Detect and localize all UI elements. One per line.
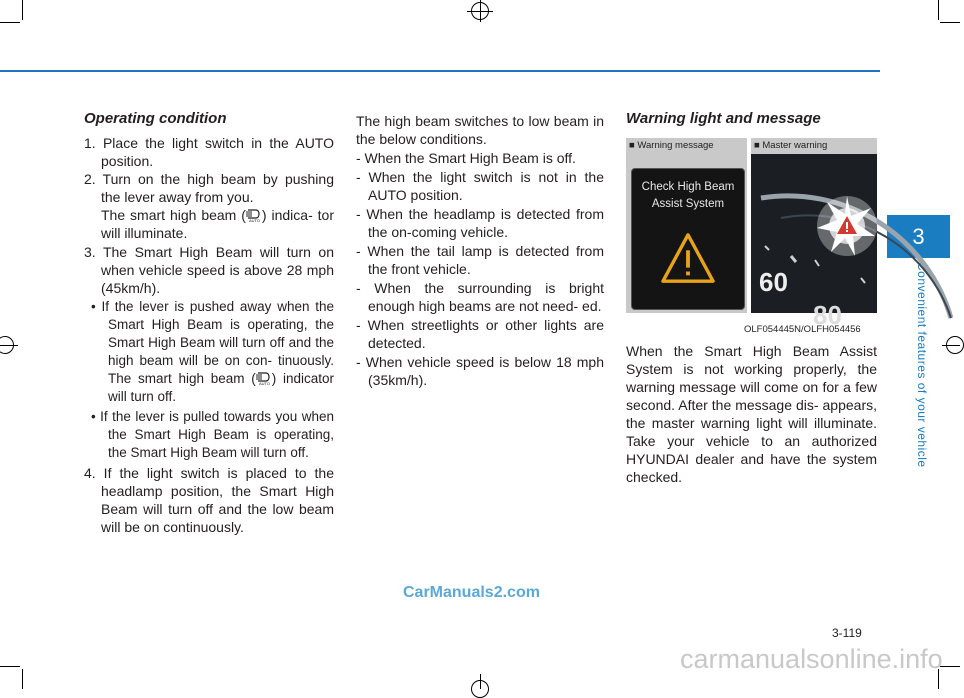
crop-mark [22, 669, 23, 689]
display-line-1: Check High Beam [641, 181, 735, 193]
step-2: 2. Turn on the high beam by pushing the lever away from you. [84, 171, 334, 205]
crop-mark [938, 0, 939, 20]
warning-figure [626, 138, 877, 335]
gauge-number-60: 60 [759, 267, 788, 297]
smart-high-beam-icon [246, 208, 262, 222]
step-2-note [84, 206, 334, 242]
column-operating-condition [84, 108, 334, 536]
condition-item: - When vehicle speed is below 18 mph (35km/h). [356, 354, 604, 388]
condition-item: - When the headlamp is detected from the on-coming vehicle. [356, 206, 604, 240]
bullet-lever-pulled: • If the lever is pulled towards you when the Smart High Beam is operating, the Smart High Beam will turn off. [91, 409, 334, 460]
crop-mark [940, 22, 960, 23]
header-rule [0, 70, 880, 72]
cluster-display [631, 168, 745, 310]
svg-text:AUTO: AUTO [248, 218, 260, 223]
crop-mark [940, 666, 960, 667]
section-heading: Warning light and message [626, 110, 821, 127]
crop-mark [0, 22, 20, 23]
condition-item: - When streetlights or other lights are detected. [356, 317, 604, 351]
registration-cross [467, 11, 493, 12]
bullet-lever-pushed [84, 298, 334, 406]
watermark-link[interactable]: CarManuals2.com [403, 584, 540, 601]
chapter-title: Convenient features of your vehicle [915, 262, 929, 468]
crop-mark [0, 666, 20, 667]
smart-high-beam-icon [256, 371, 272, 385]
registration-cross [942, 345, 960, 346]
registration-cross [0, 345, 18, 346]
watermark-site: carmanualsonline.info [680, 644, 943, 674]
chapter-number: 3 [912, 224, 925, 249]
intro-text: The high beam switches to low beam in the below conditions. [356, 113, 604, 147]
figure-caption: OLF054445N/OLFH054456 [744, 324, 861, 335]
svg-text:AUTO: AUTO [258, 381, 270, 386]
condition-item: - When the tail lamp is detected from the front vehicle. [356, 243, 604, 277]
master-warning-label: ■ Master warning [754, 140, 828, 151]
crop-mark [22, 0, 23, 20]
step-3: 3. The Smart High Beam will turn on when vehicle speed is above 28 mph (45km/h). [84, 244, 334, 296]
warning-description: When the Smart High Beam Assist System is not working properly, the warning message will come on for a few second. After the message dis- appears, the master warning light will illuminate. Take your vehicle to an authorized HYUNDAI dealer and have the system checked. [626, 343, 877, 485]
warning-message-panel [626, 138, 747, 313]
display-message [632, 179, 744, 213]
section-heading: Operating condition [84, 110, 227, 127]
step-4: 4. If the light switch is placed to the headlamp position, the Smart High Beam will turn off and the low beam will be on continuously. [84, 465, 334, 535]
column-warning-light [626, 108, 877, 134]
column-low-beam-conditions [356, 108, 604, 390]
display-line-2: Assist System [651, 198, 725, 210]
note-text-start: The smart high beam ( [101, 207, 246, 223]
warning-body-text [626, 342, 877, 487]
registration-cross [480, 674, 481, 689]
bullet-1-text-start: • If the lever is pushed away when the Smart High Beam is operating, the Smart High Beam will turn off and the high beam will be on con- tinuously. The smart high beam ( [91, 299, 334, 386]
gauge-number-80: 80 [813, 300, 842, 330]
note-text-end: ) indica- tor will illuminate. [101, 207, 334, 241]
condition-item: - When the light switch is not in the AUTO position. [356, 169, 604, 203]
warning-triangle-icon [659, 231, 717, 285]
warning-message-label: ■ Warning message [629, 140, 714, 151]
bullet-1-text-end: ) indicator will turn off. [108, 371, 334, 404]
page-number: 3-119 [832, 626, 862, 640]
condition-item: - When the Smart High Beam is off. [356, 150, 576, 166]
condition-item: - When the surrounding is bright enough high beams are not need- ed. [356, 280, 604, 314]
step-1: 1. Place the light switch in the AUTO position. [84, 135, 334, 169]
